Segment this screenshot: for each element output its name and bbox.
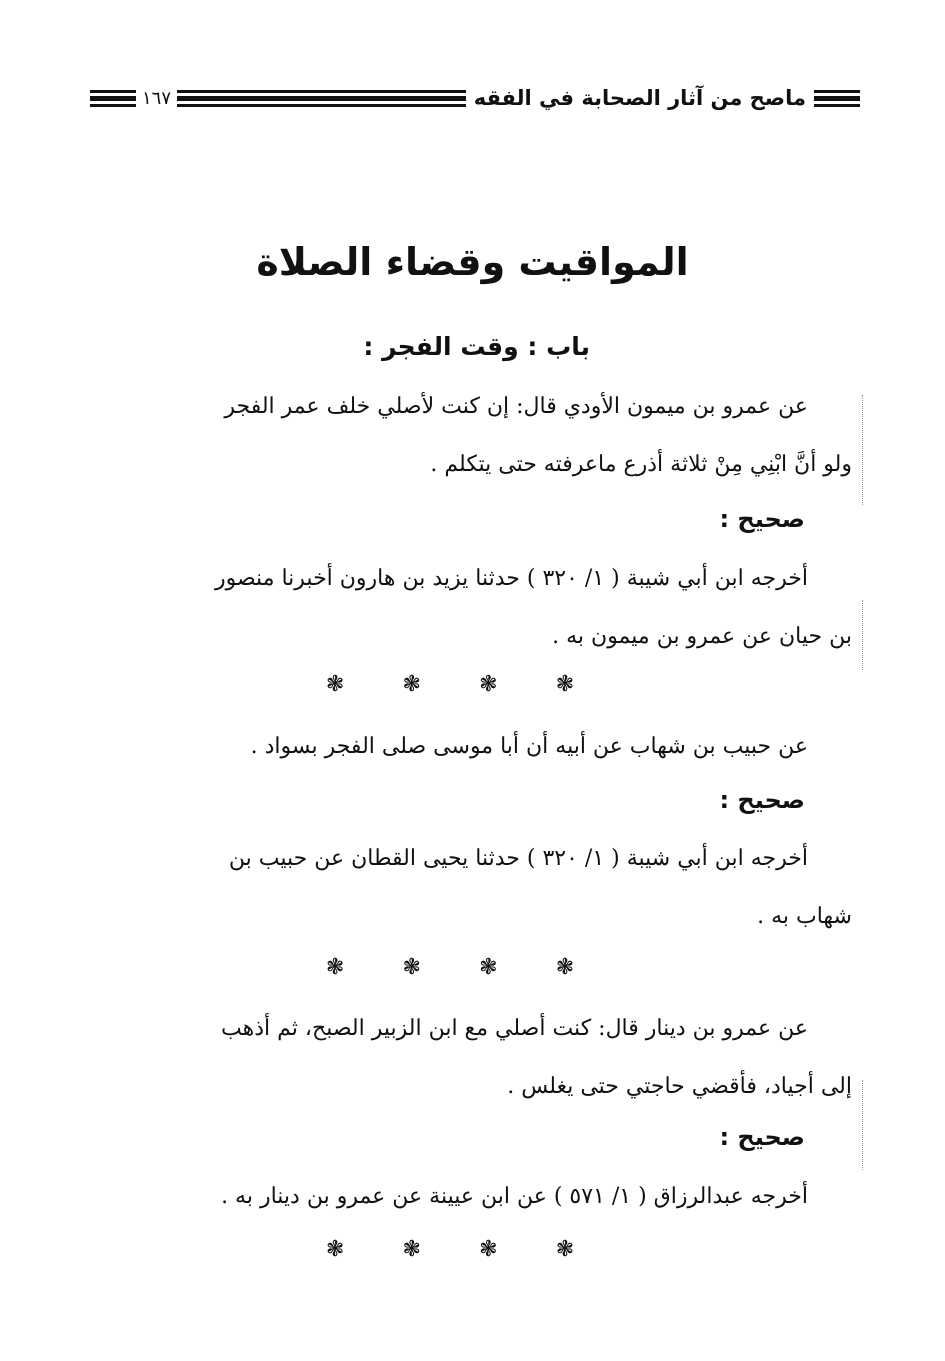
ornament-icon: ❃ [555, 955, 575, 980]
text-line: ولو أنَّ ابْنِي مِنْ ثلاثة أذرع ماعرفته حتى يتكلم . [430, 452, 852, 477]
text-line: أخرجه ابن أبي شيبة ( ١/ ٣٢٠ ) حدثنا يحيى القطان عن حبيب بن [228, 846, 808, 871]
ornament-icon: ❃ [479, 955, 498, 980]
running-header-title: ماصح من آثار الصحابة في الفقه [473, 86, 806, 110]
ornament-icon: ❃ [402, 672, 421, 697]
text-line: أخرجه عبدالرزاق ( ١/ ٥٧١ ) عن ابن عيينة عن عمرو بن دينار به . [221, 1184, 808, 1209]
running-header [90, 80, 860, 116]
ornament-icon: ❃ [479, 1237, 498, 1262]
separator-ornaments [320, 955, 580, 980]
verdict-label: صحيح : [719, 505, 805, 533]
text-line: أخرجه ابن أبي شيبة ( ١/ ٣٢٠ ) حدثنا يزيد بن هارون أخبرنا منصور [214, 566, 808, 591]
chapter-title: المواقيت وقضاء الصلاة [256, 240, 689, 284]
ornament-icon: ❃ [325, 955, 345, 980]
ornament-icon: ❃ [555, 672, 575, 697]
header-rule-right [814, 90, 860, 107]
ornament-icon: ❃ [325, 672, 345, 697]
text-line: عن عمرو بن دينار قال: كنت أصلي مع ابن الزبير الصبح، ثم أذهب [221, 1016, 808, 1041]
source-paragraph [96, 1168, 852, 1226]
separator-ornaments [320, 1237, 580, 1262]
text-line: شهاب به . [757, 904, 852, 929]
text-line: بن حيان عن عمرو بن ميمون به . [552, 624, 852, 649]
ornament-icon: ❃ [402, 1237, 421, 1262]
scan-margin-mark [862, 600, 865, 670]
narration-paragraph [96, 1000, 852, 1116]
separator-ornaments [320, 672, 580, 697]
header-rule-left [90, 90, 136, 107]
scan-margin-mark [862, 1080, 865, 1170]
narration-paragraph [96, 378, 852, 494]
section-heading: باب : وقت الفجر : [363, 332, 590, 361]
narration-paragraph [96, 718, 852, 776]
ornament-icon: ❃ [325, 1237, 345, 1262]
verdict-label: صحيح : [719, 786, 805, 814]
header-rule-middle [177, 90, 466, 107]
ornament-icon: ❃ [479, 672, 498, 697]
verdict-label: صحيح : [719, 1123, 805, 1151]
text-line: إلى أجياد، فأقضي حاجتي حتى يغلس . [507, 1074, 852, 1099]
page-number: ١٦٧ [142, 87, 172, 109]
scan-margin-mark [862, 395, 865, 505]
ornament-icon: ❃ [402, 955, 421, 980]
source-paragraph [96, 830, 852, 946]
source-paragraph [96, 550, 852, 666]
text-line: عن عمرو بن ميمون الأودي قال: إن كنت لأصلي خلف عمر الفجر [224, 394, 808, 419]
ornament-icon: ❃ [555, 1237, 575, 1262]
text-line: عن حبيب بن شهاب عن أبيه أن أبا موسى صلى الفجر بسواد . [250, 734, 808, 759]
